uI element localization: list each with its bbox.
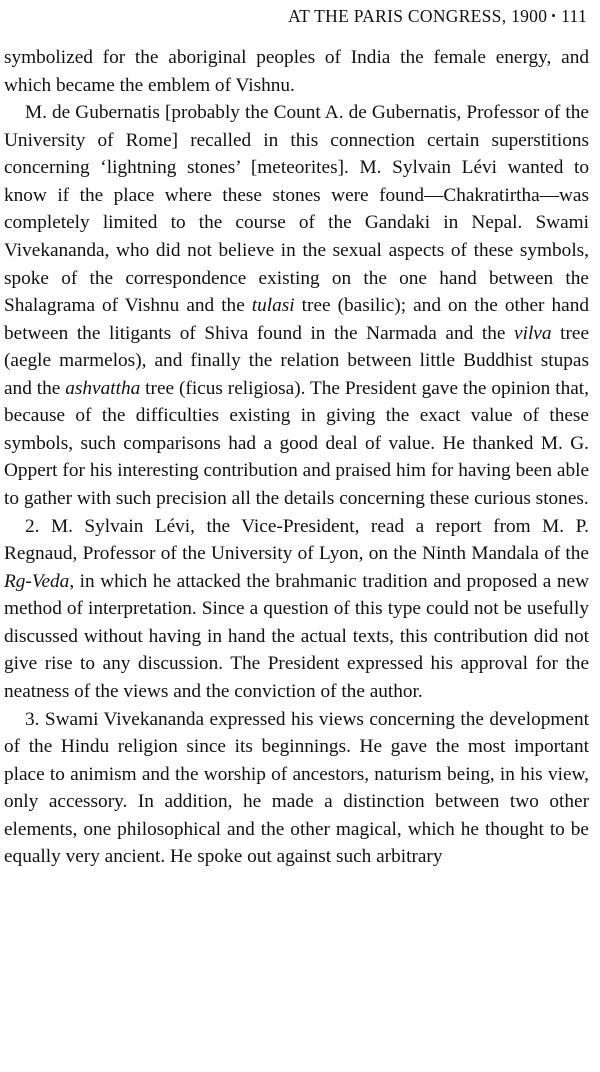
text-run: M. de Gubernatis [probably the Count A. de Gubernatis, Professor of the University of Rome] recalled in this connection certain superstitions concerning ‘lightning stones’ [meteorites]. M. Sylvain Lévi wanted to know if the place where these stones were found—Chakratirtha—was completely limited to the course of the Gandaki in Nepal. Swami Vivekananda, who did not believe in the sexual aspects of these symbols, spoke of the correspondence existing on the one hand between the Shalagrama of Vishnu and the <box>4 102 589 317</box>
italic-term: vilva <box>514 322 552 344</box>
italic-term: Rg-Veda <box>4 570 70 592</box>
running-title: AT THE PARIS CONGRESS, 1900 <box>288 6 548 26</box>
text-run: tree (ficus religiosa). The President gave the opinion that, because of the difficulties existing in giving the exact value of these symbols, such comparisons had a good deal of value. He thanked M. G. Oppert for his interesting contribution and praised him for having been able to gather with such precision all the details concerning these curious stones. <box>4 377 589 509</box>
page-number: 111 <box>561 6 587 26</box>
text-run: tree (basilic); and on the other hand between the litigants of Shiva found in the Narmada and the <box>4 295 589 344</box>
text-run: symbolized for the aboriginal peoples of India the female energy, and which became the emblem of Vishnu. <box>4 47 589 96</box>
paragraph <box>4 44 589 99</box>
text-run: tree (aegle marmelos), and finally the relation between little Buddhist stupas and the <box>4 322 590 399</box>
italic-term: ashvattha <box>65 377 141 399</box>
header-bullet: • <box>551 8 557 23</box>
text-run: , in which he attacked the brahmanic tradition and proposed a new method of interpretation. Since a question of this type could not be usefully discussed without having in hand the actual texts, this contribution did not give rise to any discussion. The President expressed his approval for the neatness of the views and the conviction of the author. <box>4 570 589 702</box>
body-text <box>4 44 589 871</box>
text-run: 2. M. Sylvain Lévi, the Vice-President, read a report from M. P. Regnaud, Professor of the University of Lyon, on the Ninth Mandala of the <box>4 515 589 565</box>
paragraph <box>4 706 589 871</box>
text-run: 3. Swami Vivekananda expressed his views concerning the development of the Hindu religion since its beginnings. He gave the most important place to animism and the worship of ancestors, naturism being, in his view, only accessory. In addition, he made a distinction between two other elements, one philosophical and the other magical, which he thought to be equally very ancient. He spoke out against such arbitrary <box>4 708 589 868</box>
paragraph <box>4 513 589 706</box>
italic-term: tulasi <box>251 295 295 317</box>
running-head <box>288 4 587 30</box>
paragraph <box>4 99 589 512</box>
